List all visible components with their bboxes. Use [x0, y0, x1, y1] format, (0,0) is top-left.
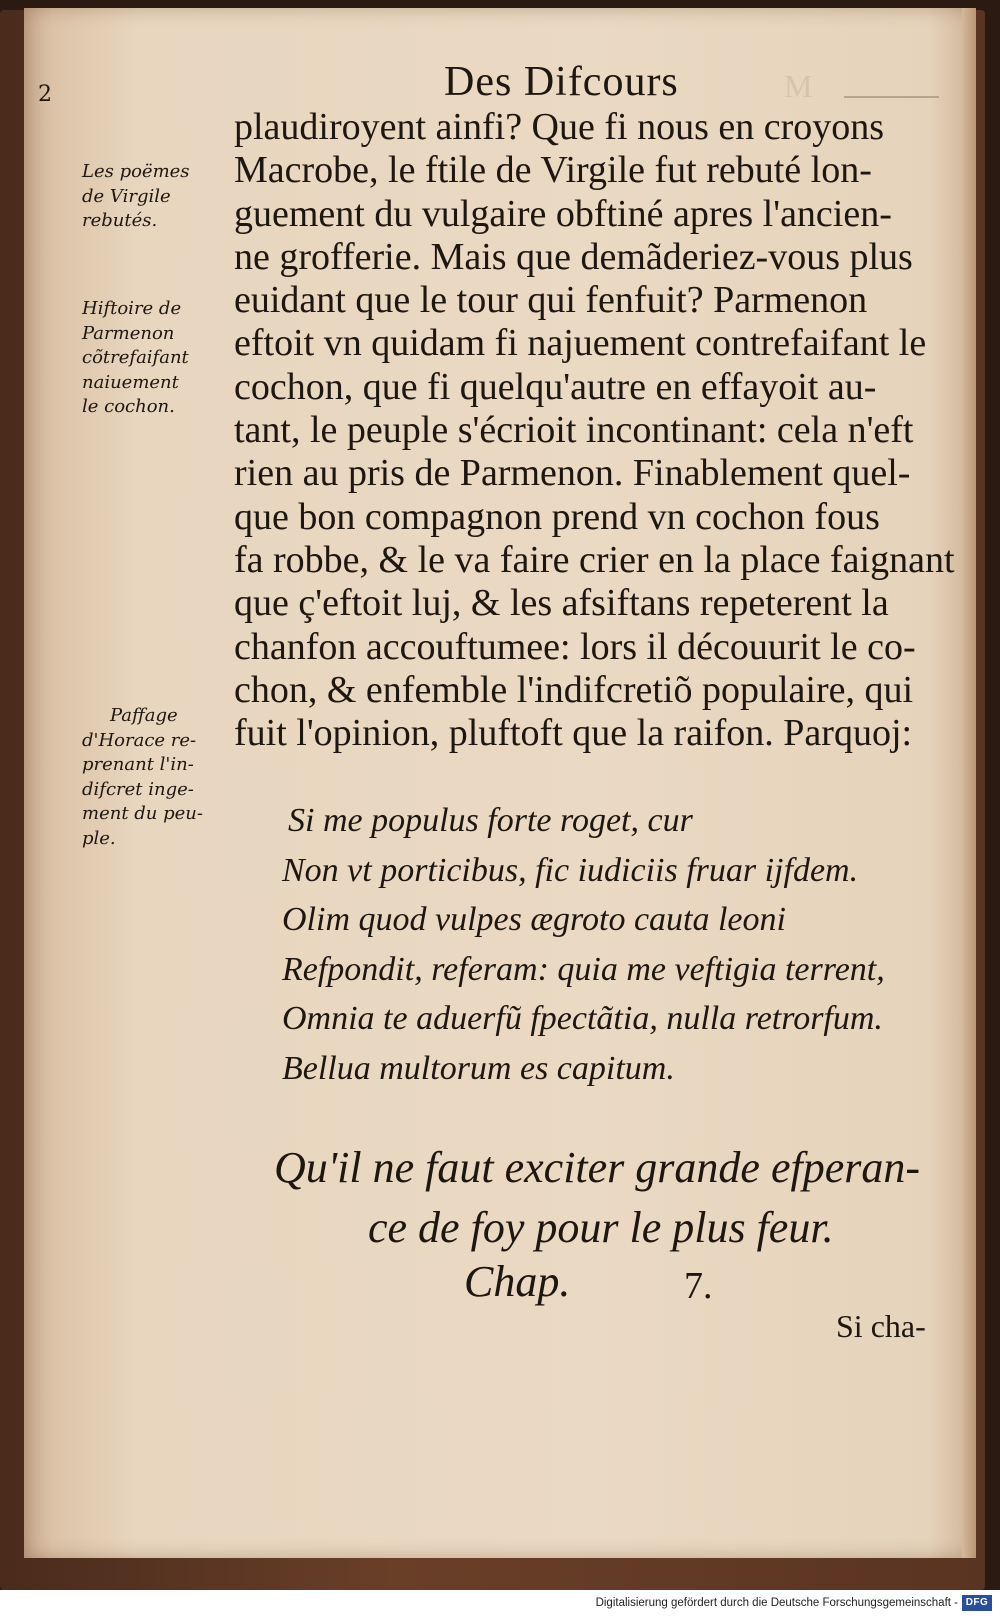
margin-note-line: Parmenon [82, 322, 175, 344]
verse-line: Non vt porticibus, fic iudiciis fruar ijfdem. [282, 851, 859, 889]
margin-note-line: Les poëmes [82, 161, 190, 182]
header-rule [844, 96, 939, 98]
latin-verses [282, 796, 982, 1093]
verse-line: Olim quod vulpes ægroto cauta leoni [282, 901, 786, 938]
chapter-label: Chap. [464, 1257, 571, 1306]
margin-note-line: Hiftoire de [82, 298, 182, 319]
margin-note-line: naiuement [82, 371, 179, 393]
funding-credit: Digitalisierung gefördert durch die Deutsche Forschungsgemeinschaft - [595, 1597, 958, 1609]
page-edge [962, 8, 976, 1558]
chapter-title-line: ce de foy pour le plus feur. [368, 1203, 834, 1252]
digitization-footer [0, 1590, 1000, 1619]
body-line: cochon, que fi quelqu'autre en effayoit au- [234, 365, 877, 408]
body-line: eftoit vn quidam fi najuement contrefaifant le [234, 322, 927, 365]
margin-note-line: d'Horace re- [82, 729, 197, 751]
margin-note-line: prenant l'in- [82, 754, 194, 775]
body-line: chanfon accouftumee: lors il découurit le co- [234, 625, 916, 668]
body-line: tant, le peuple s'écrioit incontinant: cela n'eft [234, 409, 914, 452]
margin-note-line: difcret inge- [82, 778, 194, 800]
dfg-logo-icon: DFG [962, 1595, 992, 1611]
verse-line: Refpondit, referam: quia me veftigia terrent, [282, 950, 885, 988]
body-line: plaudiroyent ainfi? Que fi nous en croyons [234, 106, 885, 148]
body-line: que bon compagnon prend vn cochon fous [234, 495, 880, 538]
body-line: guement du vulgaire obftiné apres l'ancien- [234, 192, 892, 235]
margin-note-line: ment du peu- [82, 803, 203, 824]
chapter-title [274, 1138, 954, 1258]
verse-line: Omnia te aduerfũ fpectãtia, nulla retrorfum. [282, 1000, 883, 1037]
body-line: chon, & enfemble l'indifcretiõ populaire, qui [234, 668, 914, 711]
margin-note-line: ple. [82, 827, 116, 849]
book-page [24, 8, 976, 1558]
margin-note-line: cõtrefaifant [82, 347, 189, 368]
chapter-title-line: Qu'il ne faut exciter grande efperan- [274, 1143, 921, 1192]
catchword: Si cha- [836, 1308, 926, 1344]
margin-note-virgile [82, 160, 232, 234]
body-line: fuit l'opinion, pluftoft que la raifon. Parquoj: [234, 712, 913, 755]
body-text [234, 106, 955, 755]
margin-note-line: de Virgile [82, 185, 171, 207]
verse-line: Bellua multorum es capitum. [282, 1049, 675, 1087]
verse-line: Si me populus forte roget, cur [288, 802, 693, 839]
chapter-number: 7. [684, 1265, 713, 1307]
page-mark: 2 [38, 82, 52, 107]
body-line: fa robbe, & le va faire crier en la place faignant [234, 538, 955, 581]
body-line: ne grofferie. Mais que demãderiez-vous plus [234, 235, 913, 278]
body-line: que ç'eftoit luj, & les afsiftans repeterent la [234, 582, 889, 625]
margin-note-parmenon [82, 297, 232, 420]
margin-note-line: rebutés. [82, 210, 158, 231]
body-line: Macrobe, le ftile de Virgile fut rebuté lon- [234, 149, 872, 192]
margin-note-horace [82, 704, 232, 851]
margin-note-line: Paffage [110, 705, 178, 726]
body-line: euidant que le tour qui fenfuit? Parmenon [234, 279, 868, 322]
show-through-text: M [784, 68, 813, 104]
body-line: rien au pris de Parmenon. Finablement quel- [234, 452, 911, 495]
running-head: Des Difcours [444, 59, 679, 105]
margin-note-line: le cochon. [82, 396, 175, 417]
